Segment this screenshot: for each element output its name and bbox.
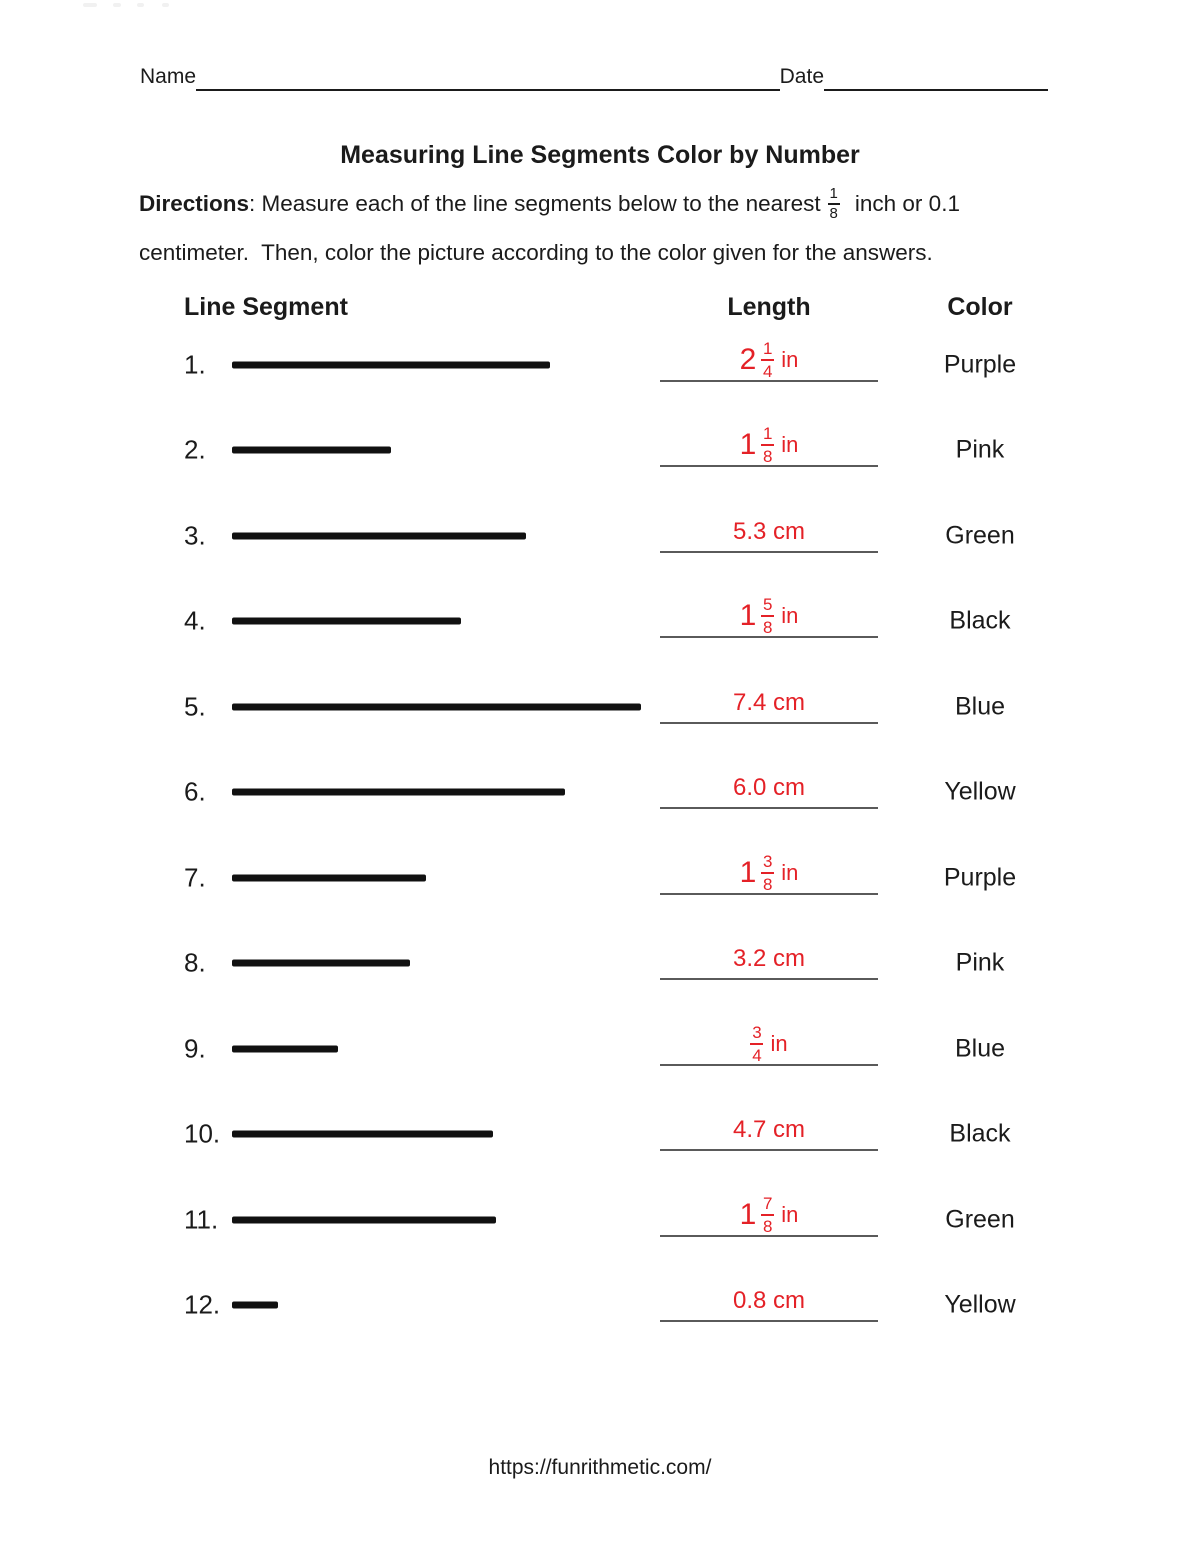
row-number: 9. <box>184 1033 206 1064</box>
row-number: 5. <box>184 691 206 722</box>
answer-fraction-bar <box>761 1214 774 1216</box>
line-segment <box>232 618 461 625</box>
row-number: 2. <box>184 434 206 465</box>
worksheet-title: Measuring Line Segments Color by Number <box>340 141 860 169</box>
header-length: Length <box>727 293 811 321</box>
answer-unit: in <box>781 1201 799 1227</box>
row-number: 10. <box>184 1118 221 1149</box>
length-answer: 3.2 cm <box>732 945 806 973</box>
row-number: 4. <box>184 605 206 636</box>
answer-blank-line <box>660 1064 878 1066</box>
row-number: 6. <box>184 776 206 807</box>
color-name: Pink <box>955 435 1005 464</box>
fraction-denominator: 8 <box>829 205 838 222</box>
fraction-numerator: 1 <box>829 185 838 203</box>
directions-line-1 <box>139 178 1079 230</box>
answer-blank-line <box>660 807 878 809</box>
length-answer: 4.7 cm <box>732 1116 806 1144</box>
scan-artifact <box>113 3 121 7</box>
answer-numerator: 5 <box>763 595 773 615</box>
answer-unit: in <box>781 603 799 629</box>
table-row <box>0 750 1200 836</box>
color-name: Yellow <box>944 1290 1016 1319</box>
row-number: 11. <box>184 1204 219 1235</box>
length-answer <box>660 1195 878 1235</box>
row-number: 3. <box>184 520 206 551</box>
table-row <box>0 408 1200 494</box>
answer-numerator: 1 <box>763 338 773 358</box>
length-cell <box>660 750 878 836</box>
answer-unit: in <box>781 432 799 458</box>
color-name: Green <box>945 1205 1015 1234</box>
scan-artifact <box>162 3 169 7</box>
scan-artifact <box>137 3 144 7</box>
answer-whole: 1 <box>739 428 757 462</box>
length-answer: 7.4 cm <box>732 688 806 716</box>
table-row <box>0 1006 1200 1092</box>
color-name: Purple <box>943 863 1017 892</box>
answer-denominator: 8 <box>763 874 773 894</box>
answer-unit: in <box>770 1030 788 1056</box>
worksheet-rows <box>0 322 1200 1348</box>
answer-fraction <box>761 853 774 893</box>
directions <box>139 178 1079 266</box>
length-answer <box>660 1024 878 1064</box>
line-segment <box>232 703 641 710</box>
answer-fraction-bar <box>761 615 774 617</box>
answer-numerator: 3 <box>763 851 773 871</box>
table-row <box>0 835 1200 921</box>
answer-fraction-bar <box>750 1043 763 1045</box>
fraction-one-eighth <box>828 186 840 222</box>
answer-whole: 1 <box>739 855 757 889</box>
answer-denominator: 8 <box>763 447 773 467</box>
length-cell <box>660 322 878 408</box>
name-label: Name <box>140 65 197 88</box>
date-blank-line <box>824 65 1048 91</box>
length-cell <box>660 835 878 921</box>
answer-whole: 1 <box>739 1197 757 1231</box>
answer-fraction <box>761 596 774 636</box>
line-segment <box>232 447 391 454</box>
line-segment <box>232 1131 493 1138</box>
table-row <box>0 493 1200 579</box>
color-name: Green <box>945 521 1015 550</box>
color-name: Blue <box>954 1034 1006 1063</box>
header-color: Color <box>947 293 1013 321</box>
answer-numerator: 7 <box>763 1193 773 1213</box>
color-name: Blue <box>954 692 1006 721</box>
answer-denominator: 4 <box>763 361 773 381</box>
length-answer: 0.8 cm <box>732 1287 806 1315</box>
length-answer <box>660 425 878 465</box>
line-segment <box>232 1302 278 1309</box>
row-number: 7. <box>184 862 206 893</box>
line-segment <box>232 960 410 967</box>
row-number: 1. <box>184 349 206 380</box>
table-row <box>0 579 1200 665</box>
length-cell <box>660 1092 878 1178</box>
line-segment <box>232 1216 496 1223</box>
row-number: 12. <box>184 1289 221 1320</box>
length-cell <box>660 1263 878 1349</box>
answer-whole: 1 <box>739 599 757 633</box>
length-cell <box>660 664 878 750</box>
table-row <box>0 1263 1200 1349</box>
answer-numerator: 3 <box>752 1022 762 1042</box>
length-answer: 5.3 cm <box>732 517 806 545</box>
color-name: Pink <box>955 948 1005 977</box>
answer-fraction-bar <box>761 359 774 361</box>
table-row <box>0 921 1200 1007</box>
answer-denominator: 4 <box>752 1045 762 1065</box>
answer-fraction <box>761 340 774 380</box>
length-cell <box>660 408 878 494</box>
row-number: 8. <box>184 947 206 978</box>
header-line-segment: Line Segment <box>184 293 348 321</box>
footer-url: https://funrithmetic.com/ <box>488 1456 712 1479</box>
color-name: Yellow <box>944 777 1016 806</box>
answer-fraction <box>761 425 774 465</box>
color-name: Black <box>949 606 1011 635</box>
answer-fraction-bar <box>761 444 774 446</box>
table-row <box>0 322 1200 408</box>
line-segment <box>232 789 565 796</box>
answer-denominator: 8 <box>763 1216 773 1236</box>
answer-denominator: 8 <box>763 618 773 638</box>
name-blank-line <box>196 65 780 91</box>
length-cell <box>660 493 878 579</box>
table-row <box>0 1177 1200 1263</box>
answer-blank-line <box>660 722 878 724</box>
length-answer: 6.0 cm <box>732 774 806 802</box>
answer-whole: 2 <box>739 342 757 376</box>
answer-blank-line <box>660 1149 878 1151</box>
answer-unit: in <box>781 859 799 885</box>
date-label: Date <box>779 65 824 88</box>
length-cell <box>660 579 878 665</box>
directions-text-2: inch or 0.1 <box>848 191 960 216</box>
length-answer <box>660 853 878 893</box>
answer-fraction-bar <box>761 872 774 874</box>
table-row <box>0 664 1200 750</box>
directions-line-2: centimeter. Then, color the picture according to the color given for the answers. <box>139 240 933 265</box>
answer-unit: in <box>781 346 799 372</box>
color-name: Purple <box>943 350 1017 379</box>
length-cell <box>660 1177 878 1263</box>
name-date-row <box>140 64 1048 91</box>
line-segment <box>232 1045 338 1052</box>
answer-fraction <box>750 1024 763 1064</box>
answer-fraction <box>761 1195 774 1235</box>
length-cell <box>660 921 878 1007</box>
answer-numerator: 1 <box>763 424 773 444</box>
table-row <box>0 1092 1200 1178</box>
directions-label: Directions <box>139 191 250 216</box>
line-segment <box>232 532 526 539</box>
length-cell <box>660 1006 878 1092</box>
length-answer <box>660 596 878 636</box>
length-answer <box>660 340 878 380</box>
line-segment <box>232 361 550 368</box>
color-name: Black <box>949 1119 1011 1148</box>
answer-blank-line <box>660 551 878 553</box>
directions-text-1: : Measure each of the line segments below to the nearest <box>249 191 821 216</box>
line-segment <box>232 874 426 881</box>
answer-blank-line <box>660 1320 878 1322</box>
scan-artifact <box>83 3 97 7</box>
answer-blank-line <box>660 978 878 980</box>
